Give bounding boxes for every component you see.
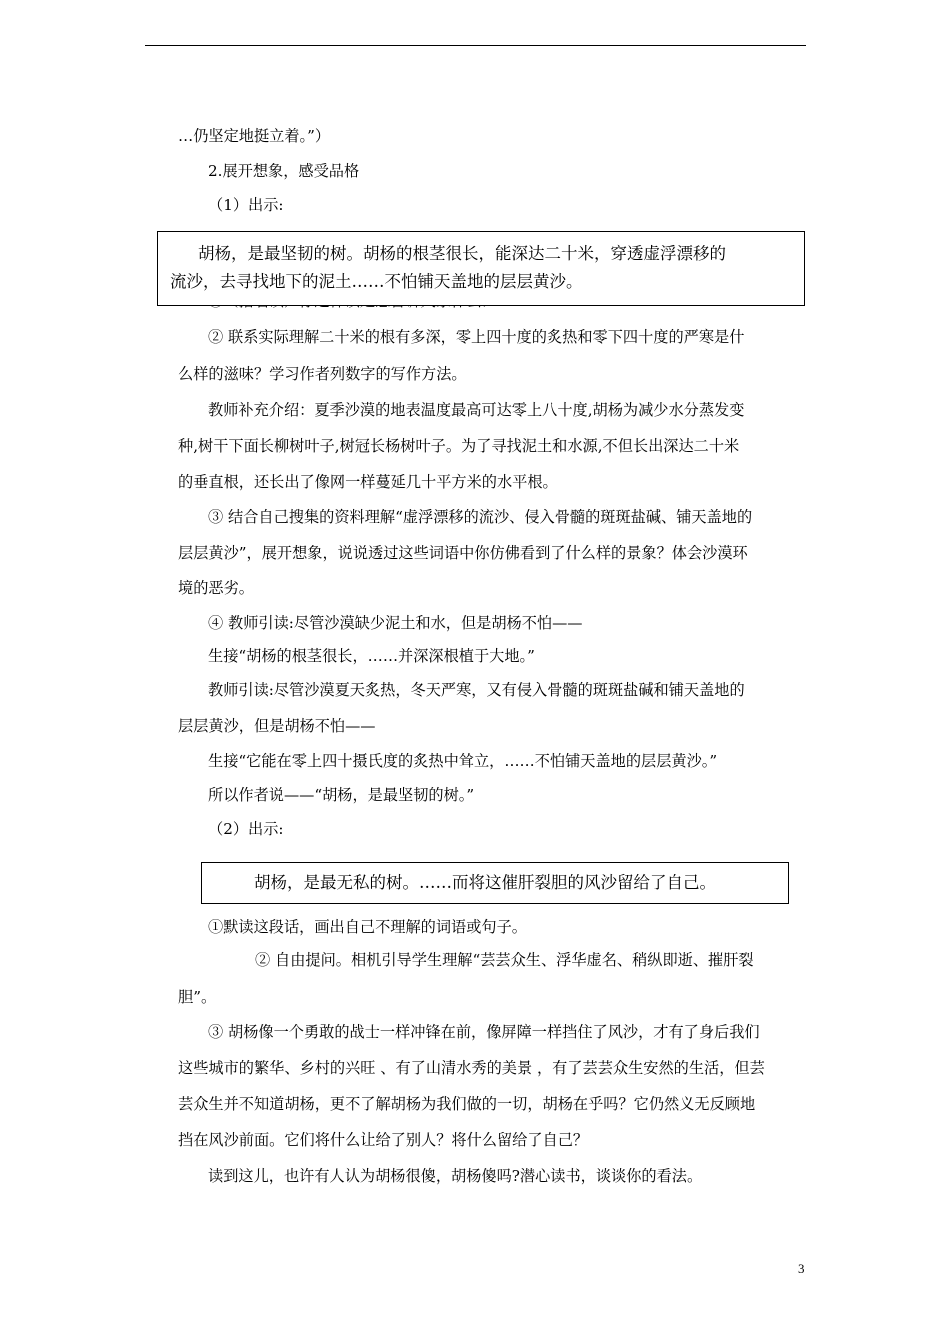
text-line: 胆”。 [178,988,217,1006]
section-heading: 2.展开想象，感受品格 [208,162,360,180]
text-line: （1）出示: [208,196,284,214]
text-line: ③ 结合自己搜集的资料理解“虚浮漂移的流沙、侵入骨髓的斑斑盐碱、铺天盖地的 [208,508,753,526]
text-line: 么样的滋味？学习作者列数字的写作方法。 [178,365,467,383]
text-line: 教师引读:尽管沙漠夏天炙热，冬天严寒，又有侵入骨髓的斑斑盐碱和铺天盖地的 [208,681,745,699]
text-line: 层层黄沙，但是胡杨不怕—— [178,717,376,735]
quote-box-1-line: 胡杨，是最坚韧的树。胡杨的根茎很长，能深达二十米，穿透虚浮漂移的 [198,244,726,263]
text-line: （2）出示: [208,820,284,838]
quote-box-1 [157,231,805,306]
text-line: ④ 教师引读:尽管沙漠缺少泥土和水，但是胡杨不怕—— [208,614,583,632]
text-line: ② 联系实际理解二十米的根有多深，零上四十度的炙热和零下四十度的严寒是什 [208,328,745,346]
quote-box-2 [201,862,789,904]
text-line: 芸众生并不知道胡杨，更不了解胡杨为我们做的一切，胡杨在乎吗？它仍然义无反顾地 [178,1095,756,1113]
text-line: ①默读这段话，画出自己不理解的词语或句子。 [208,918,527,936]
text-line: 生接“它能在零上四十摄氏度的炙热中耸立，……不怕铺天盖地的层层黄沙。” [208,752,718,770]
text-line: 读到这儿，也许有人认为胡杨很傻，胡杨傻吗?潜心读书，谈谈你的看法。 [208,1167,703,1185]
text-line: 挡在风沙前面。它们将什么让给了别人？将什么留给了自己？ [178,1131,589,1149]
text-line: 生接“胡杨的根茎很长，……并深深根植于大地。” [208,647,535,665]
text-line: ③ 胡杨像一个勇敢的战士一样冲锋在前，像屏障一样挡住了风沙，才有了身后我们 [208,1023,760,1041]
text-line: 种,树干下面长柳树叶子,树冠长杨树叶子。为了寻找泥土和水源,不但长出深达二十米 [178,437,740,455]
text-line: 层层黄沙”，展开想象，说说透过这些词语中你仿佛看到了什么样的景象？体会沙漠环 [178,544,748,562]
text-line: 这些城市的繁华、乡村的兴旺 、有了山清水秀的美景 ，有了芸芸众生安然的生活，但芸 [178,1059,765,1077]
text-line: 所以作者说——“胡杨，是最坚韧的树。” [208,786,475,804]
text-line: …仍坚定地挺立着。”） [178,127,331,145]
header-rule [145,45,806,46]
page-number: 3 [798,1261,805,1276]
text-line: 的垂直根，还长出了像网一样蔓延几十平方米的水平根。 [178,473,558,491]
text-line: 教师补充介绍：夏季沙漠的地表温度最高可达零上八十度,胡杨为减少水分蒸发变 [208,401,745,419]
text-line: 境的恶劣。 [178,579,254,597]
text-line: ② 自由提问。相机引导学生理解“芸芸众生、浮华虚名、稍纵即逝、摧肝裂 [255,951,754,969]
quote-box-2-line: 胡杨，是最无私的树。……而将这催肝裂胆的风沙留给了自己。 [254,873,716,892]
quote-box-1-line: 流沙，去寻找地下的泥土……不怕铺天盖地的层层黄沙。 [170,272,583,291]
